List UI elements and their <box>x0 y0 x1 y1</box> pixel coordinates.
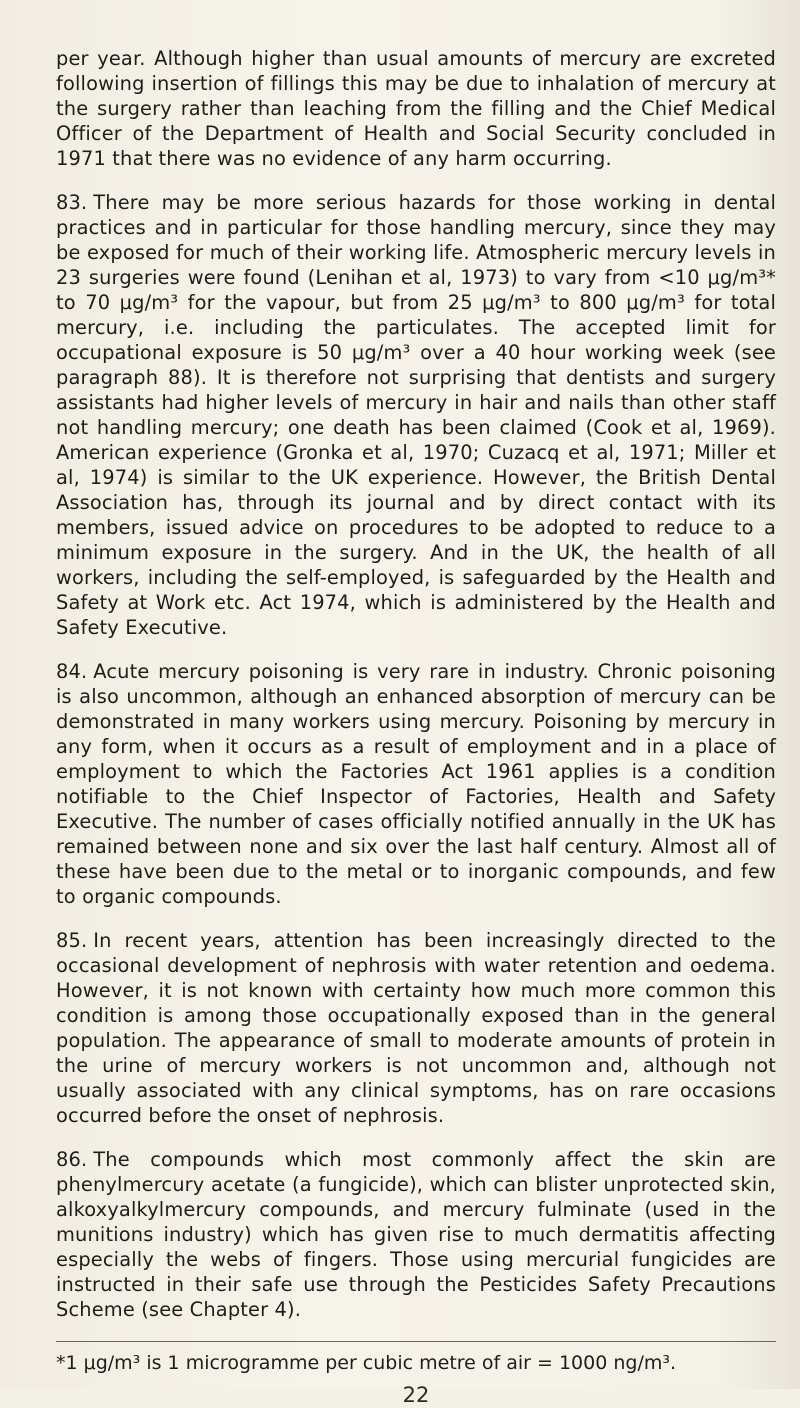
paragraph-text: There may be more serious hazards for those working in dental practices and in particular for those handling mercury, since they may be exposed for much of their working life. Atmospheric mercury levels in 23 surgeries were found (Lenihan et al, 1973) to vary from <10 μg/m³* to 70 μg/m³ for the vapour, but from 25 μg/m³ to 800 μg/m³ for total mercury, i.e. including the particulates. The accepted limit for occupational exposure is 50 μg/m³ over a 40 hour working week (see paragraph 88). It is therefore not surprising that dentists and surgery assistants had higher levels of mercury in hair and nails than other staff not handling mercury; one death has been claimed (Cook et al, 1969). American experience (Gronka et al, 1970; Cuzacq et al, 1971; Miller et al, 1974) is similar to the UK experience. However, the British Dental Association has, through its journal and by direct contact with its members, issued advice on procedures to be adopted to reduce to a minimum exposure in the surgery. And in the UK, the health of all workers, including the self-employed, is safeguarded by the Health and Safety at Work etc. Act 1974, which is administered by the Health and Safety Executive. <box>56 191 776 639</box>
paragraph-number: 85. <box>56 929 88 952</box>
footnote: *1 μg/m³ is 1 microgramme per cubic metre of air = 1000 ng/m³. <box>56 1352 677 1374</box>
paragraph-text: Acute mercury poisoning is very rare in industry. Chronic poisoning is also uncommon, although an enhanced absorption of mercury can be demonstrated in many workers using mercury. Poisoning by mercury in any form, when it occurs as a result of employment and in a place of employment to which the Factories Act 1961 applies is a condition notifiable to the Chief Inspector of Factories, Health and Safety Executive. The number of cases officially notified annually in the UK has remained between none and six over the last half century. Almost all of these have been due to the metal or to inorganic compounds, and few to organic compounds. <box>56 660 776 908</box>
paragraph-continuation <box>56 46 776 171</box>
paragraph-text: per year. Although higher than usual amounts of mercury are excreted following insertion of fillings this may be due to inhalation of mercury at the surgery rather than leaching from the filling and the Chief Medical Officer of the Department of Health and Social Security concluded in 1971 that there was no evidence of any harm occurring. <box>56 47 776 170</box>
body-text <box>56 46 776 1408</box>
paragraph-83 <box>56 190 776 640</box>
paragraph-number: 84. <box>56 660 88 683</box>
paragraph-84 <box>56 659 776 909</box>
paragraph-85 <box>56 928 776 1128</box>
paragraph-text: The compounds which most commonly affect the skin are phenylmercury acetate (a fungicide), which can blister unprotected skin, alkoxyalkylmercury compounds, and mercury fulminate (used in the munitions industry) which has given rise to much dermatitis affecting especially the webs of fingers. Those using mercurial fungicides are instructed in their safe use through the Pesticides Safety Precautions Scheme (see Chapter 4). <box>56 1148 776 1321</box>
paragraph-number: 83. <box>56 191 88 214</box>
footnote-divider <box>56 1341 776 1342</box>
paragraph-text: In recent years, attention has been increasingly directed to the occasional development of nephrosis with water retention and oedema. However, it is not known with certainty how much more common this condition is among those occupationally exposed than in the general population. The appearance of small to moderate amounts of protein in the urine of mercury workers is not uncommon and, although not usually associated with any clinical symptoms, has on rare occasions occurred before the onset of nephrosis. <box>56 929 776 1127</box>
paragraph-number: 86. <box>56 1148 88 1171</box>
paragraph-86 <box>56 1147 776 1322</box>
page-number: 22 <box>402 1383 430 1407</box>
